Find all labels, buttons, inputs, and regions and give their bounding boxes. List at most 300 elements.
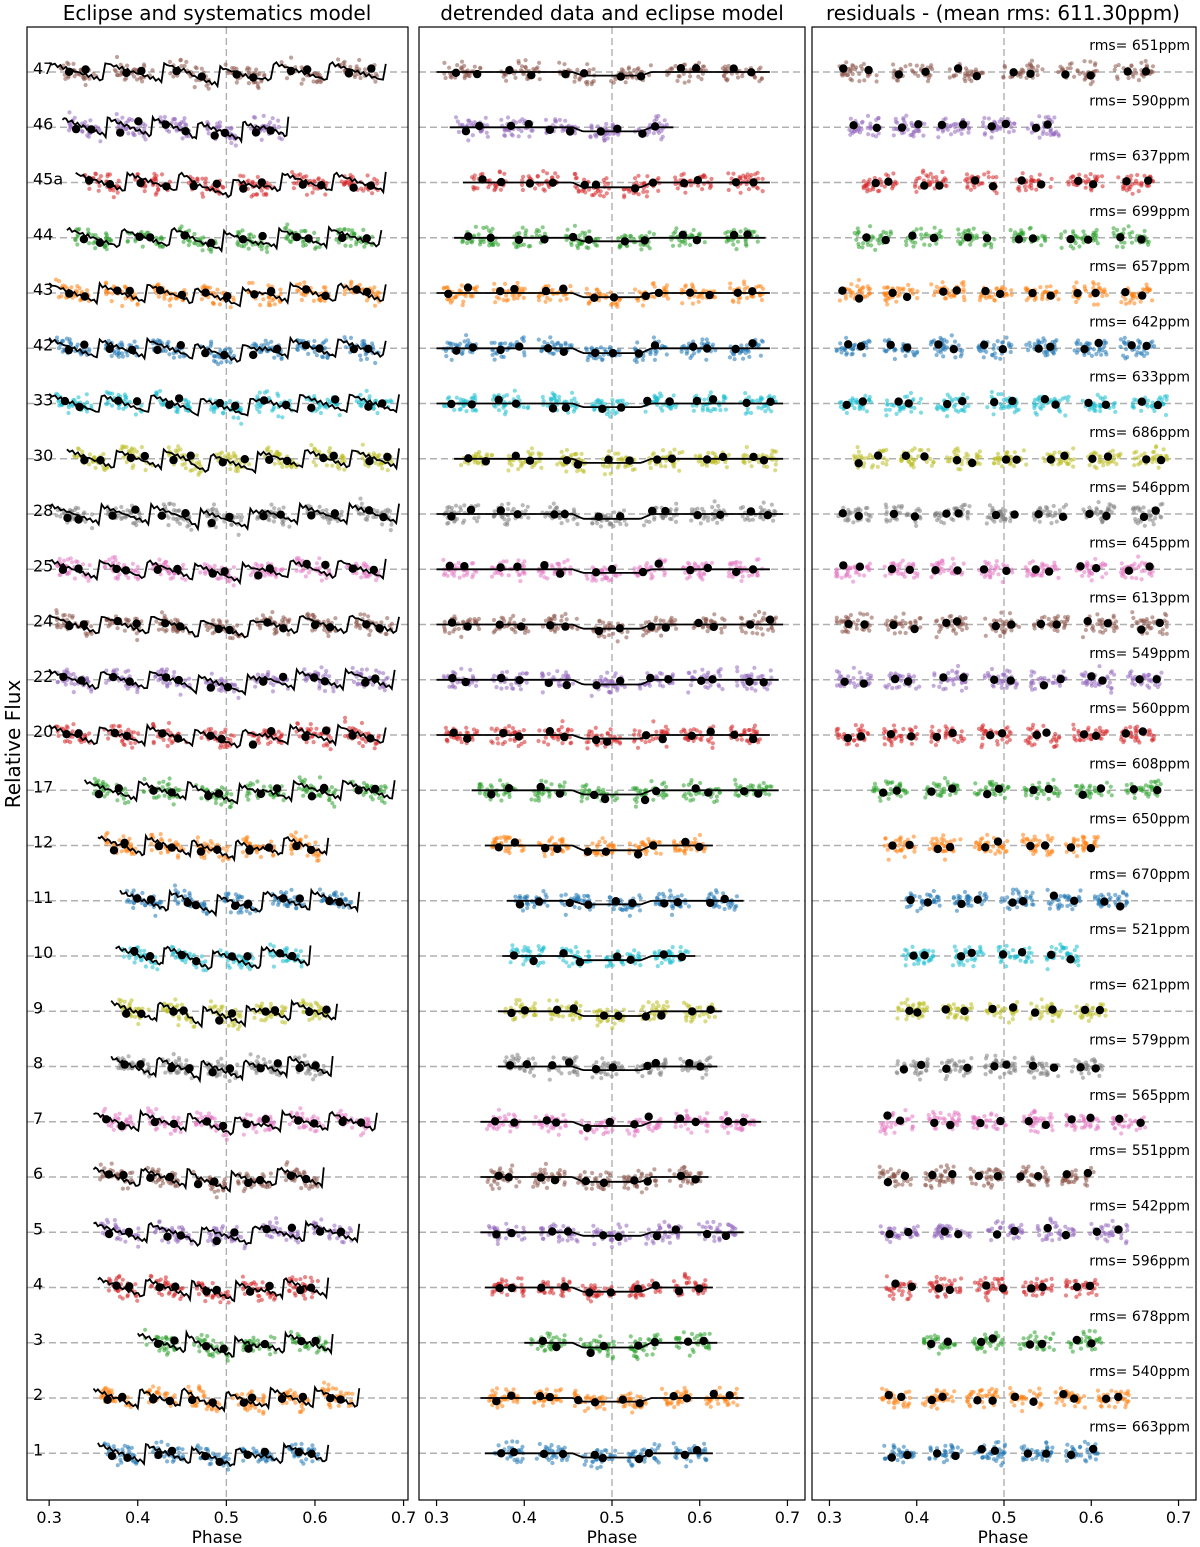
data-point — [237, 533, 241, 537]
data-point — [106, 736, 110, 740]
data-point — [172, 503, 176, 507]
binned-point — [95, 790, 103, 798]
data-point — [126, 1186, 130, 1190]
data-point — [374, 578, 378, 582]
data-point — [327, 1234, 331, 1238]
data-point — [119, 341, 123, 345]
data-point — [173, 997, 177, 1001]
data-point — [211, 1281, 215, 1285]
binned-point — [63, 514, 71, 522]
data-point — [222, 745, 226, 749]
data-point — [303, 293, 307, 297]
data-point — [83, 733, 87, 737]
data-point — [232, 415, 236, 419]
data-point — [375, 411, 379, 415]
data-point — [87, 135, 91, 139]
data-point — [335, 894, 339, 898]
data-point — [228, 399, 232, 403]
data-point — [223, 1177, 227, 1181]
data-point — [91, 241, 95, 245]
data-point — [380, 522, 384, 526]
binned-point — [308, 792, 316, 800]
data-point — [245, 854, 249, 858]
data-point — [317, 1072, 321, 1076]
data-point — [228, 1079, 232, 1083]
data-point — [280, 1010, 284, 1014]
data-point — [349, 280, 353, 284]
data-point — [313, 1014, 317, 1018]
data-point — [126, 131, 130, 135]
data-point — [55, 513, 59, 517]
data-point — [233, 1022, 237, 1026]
data-point — [289, 56, 293, 60]
data-point — [304, 835, 308, 839]
data-point — [54, 278, 58, 282]
data-point — [236, 416, 240, 420]
data-point — [251, 570, 255, 574]
data-point — [87, 347, 91, 351]
data-point — [168, 304, 172, 308]
data-point — [277, 136, 281, 140]
data-point — [158, 389, 162, 393]
data-point — [199, 796, 203, 800]
data-point — [236, 1179, 240, 1183]
data-point — [147, 1065, 151, 1069]
data-point — [120, 304, 124, 308]
data-point — [84, 83, 88, 87]
data-point — [314, 1001, 318, 1005]
data-point — [110, 404, 114, 408]
data-point — [271, 116, 275, 120]
binned-point — [141, 452, 149, 460]
data-point — [67, 340, 71, 344]
data-point — [362, 245, 366, 249]
data-point — [163, 1071, 167, 1075]
data-point — [284, 1178, 288, 1182]
data-point — [211, 631, 215, 635]
data-point — [275, 1221, 279, 1225]
data-point — [187, 243, 191, 247]
data-point — [343, 335, 347, 339]
data-point — [55, 625, 59, 629]
data-point — [117, 124, 121, 128]
binned-point — [331, 395, 339, 403]
data-point — [348, 1226, 352, 1230]
data-point — [323, 285, 327, 289]
data-point — [343, 60, 347, 64]
data-point — [217, 688, 221, 692]
data-point — [376, 736, 380, 740]
data-point — [265, 250, 269, 254]
data-point — [247, 233, 251, 237]
data-point — [98, 139, 102, 143]
data-point — [318, 887, 322, 891]
data-point — [178, 693, 182, 697]
data-point — [154, 1107, 158, 1111]
data-point — [172, 356, 176, 360]
data-point — [363, 67, 367, 71]
data-point — [278, 288, 282, 292]
data-point — [317, 556, 321, 560]
data-point — [280, 60, 284, 64]
data-point — [347, 228, 351, 232]
data-point — [310, 1295, 314, 1299]
data-point — [259, 1018, 263, 1022]
data-point — [223, 454, 227, 458]
data-point — [292, 186, 296, 190]
data-point — [213, 564, 217, 568]
data-point — [221, 186, 225, 190]
data-point — [390, 622, 394, 626]
data-point — [164, 560, 168, 564]
data-point — [272, 965, 276, 969]
data-point — [218, 1300, 222, 1304]
data-point — [373, 304, 377, 308]
data-point — [295, 1112, 299, 1116]
data-point — [80, 129, 84, 133]
data-point — [193, 85, 197, 89]
data-point — [225, 1138, 229, 1142]
binned-point — [267, 727, 275, 735]
data-point — [221, 858, 225, 862]
data-point — [317, 686, 321, 690]
data-point — [379, 620, 383, 624]
data-point — [107, 1123, 111, 1127]
data-point — [289, 888, 293, 892]
binned-point — [211, 131, 219, 139]
data-point — [160, 627, 164, 631]
data-point — [372, 285, 376, 289]
data-point — [367, 633, 371, 637]
data-point — [56, 680, 60, 684]
data-point — [240, 515, 244, 519]
data-point — [103, 1107, 107, 1111]
data-point — [274, 1216, 278, 1220]
data-point — [277, 730, 281, 734]
data-point — [284, 1163, 288, 1167]
data-point — [167, 130, 171, 134]
data-point — [323, 192, 327, 196]
data-point — [314, 463, 318, 467]
data-point — [172, 1293, 176, 1297]
data-point — [165, 628, 169, 632]
data-point — [303, 1054, 307, 1058]
data-point — [204, 177, 208, 181]
data-point — [172, 670, 176, 674]
data-point — [305, 789, 309, 793]
data-point — [125, 508, 129, 512]
binned-point — [163, 1233, 171, 1241]
data-point — [253, 116, 257, 120]
data-point — [75, 284, 79, 288]
data-point — [273, 462, 277, 466]
data-point — [359, 1133, 363, 1137]
data-point — [85, 288, 89, 292]
data-point — [363, 575, 367, 579]
data-point — [253, 685, 257, 689]
data-point — [133, 960, 137, 964]
data-point — [119, 999, 123, 1003]
data-point — [224, 892, 228, 896]
data-point — [154, 193, 158, 197]
data-point — [180, 1225, 184, 1229]
data-point — [336, 465, 340, 469]
data-point — [88, 452, 92, 456]
data-point — [82, 510, 86, 514]
data-point — [115, 112, 119, 116]
binned-point — [213, 180, 221, 188]
data-point — [190, 1242, 194, 1246]
data-point — [143, 189, 147, 193]
data-point — [272, 506, 276, 510]
data-point — [300, 82, 304, 86]
data-point — [58, 557, 62, 561]
data-point — [315, 561, 319, 565]
data-point — [256, 84, 260, 88]
binned-point — [273, 784, 281, 792]
data-point — [329, 736, 333, 740]
data-point — [195, 454, 199, 458]
data-point — [380, 799, 384, 803]
data-point — [266, 673, 270, 677]
data-point — [303, 1275, 307, 1279]
data-point — [342, 228, 346, 232]
data-point — [213, 354, 217, 358]
data-point — [298, 1277, 302, 1281]
data-point — [87, 187, 91, 191]
data-point — [114, 576, 118, 580]
data-point — [136, 1022, 140, 1026]
data-point — [318, 775, 322, 779]
data-point — [156, 188, 160, 192]
data-point — [271, 689, 275, 693]
x-axis-label: Phase — [191, 1528, 243, 1547]
data-point — [299, 569, 303, 573]
data-point — [323, 689, 327, 693]
data-point — [285, 76, 289, 80]
data-point — [203, 570, 207, 574]
data-point — [294, 1278, 298, 1282]
data-point — [63, 613, 67, 617]
data-point — [134, 956, 138, 960]
data-point — [221, 411, 225, 415]
data-point — [125, 353, 129, 357]
data-point — [331, 686, 335, 690]
data-point — [177, 1015, 181, 1019]
data-point — [166, 744, 170, 748]
data-point — [160, 172, 164, 176]
data-point — [67, 613, 71, 617]
data-point — [177, 1116, 181, 1120]
data-point — [70, 560, 74, 564]
data-point — [320, 578, 324, 582]
data-point — [232, 298, 236, 302]
data-point — [314, 245, 318, 249]
data-point — [313, 1074, 317, 1078]
data-point — [322, 743, 326, 747]
data-point — [306, 854, 310, 858]
data-point — [110, 354, 114, 358]
data-point — [128, 900, 132, 904]
data-point — [226, 963, 230, 967]
data-point — [295, 1168, 299, 1172]
data-point — [300, 298, 304, 302]
data-point — [308, 1127, 312, 1131]
data-point — [173, 883, 177, 887]
data-point — [106, 401, 110, 405]
data-point — [297, 1126, 301, 1130]
data-point — [171, 517, 175, 521]
data-point — [159, 832, 163, 836]
data-point — [389, 523, 393, 527]
data-point — [331, 689, 335, 693]
data-point — [318, 794, 322, 798]
data-point — [329, 747, 333, 751]
data-point — [368, 394, 372, 398]
data-point — [332, 1224, 336, 1228]
data-point — [320, 355, 324, 359]
data-point — [235, 895, 239, 899]
data-point — [58, 514, 62, 518]
data-point — [183, 462, 187, 466]
data-point — [326, 634, 330, 638]
binned-point — [249, 351, 257, 359]
binned-point — [274, 1059, 282, 1067]
data-point — [72, 690, 76, 694]
data-point — [161, 245, 165, 249]
data-point — [110, 299, 114, 303]
data-point — [294, 830, 298, 834]
data-point — [225, 849, 229, 853]
data-point — [339, 1109, 343, 1113]
data-point — [333, 616, 337, 620]
data-point — [116, 1116, 120, 1120]
data-point — [134, 412, 138, 416]
binned-point — [215, 1016, 223, 1024]
data-point — [199, 236, 203, 240]
data-point — [306, 352, 310, 356]
data-point — [360, 721, 364, 725]
data-point — [55, 611, 59, 615]
data-point — [311, 613, 315, 617]
model-line — [85, 780, 395, 804]
data-point — [246, 66, 250, 70]
data-point — [162, 297, 166, 301]
data-point — [72, 672, 76, 676]
data-point — [299, 778, 303, 782]
data-point — [144, 964, 148, 968]
data-point — [266, 742, 270, 746]
data-point — [163, 505, 167, 509]
data-point — [357, 58, 361, 62]
data-point — [257, 410, 261, 414]
data-point — [324, 508, 328, 512]
data-point — [102, 794, 106, 798]
data-point — [228, 636, 232, 640]
binned-point — [252, 128, 260, 136]
data-point — [93, 246, 97, 250]
data-point — [113, 1218, 117, 1222]
data-point — [260, 564, 264, 568]
data-point — [121, 1187, 125, 1191]
data-point — [273, 302, 277, 306]
data-point — [93, 172, 97, 176]
data-point — [85, 392, 89, 396]
data-point — [196, 243, 200, 247]
data-point — [143, 903, 147, 907]
data-point — [241, 850, 245, 854]
data-point — [232, 734, 236, 738]
data-point — [318, 505, 322, 509]
data-point — [361, 228, 365, 232]
data-point — [126, 1293, 130, 1297]
data-point — [177, 1058, 181, 1062]
binned-point — [349, 184, 357, 192]
data-point — [99, 1163, 103, 1167]
data-point — [125, 1119, 129, 1123]
data-point — [164, 349, 168, 353]
data-point — [55, 336, 59, 340]
data-point — [178, 58, 182, 62]
data-point — [131, 521, 135, 525]
data-point — [227, 1300, 231, 1304]
data-point — [359, 358, 363, 362]
data-point — [178, 1297, 182, 1301]
data-point — [123, 1240, 127, 1244]
data-point — [173, 618, 177, 622]
data-point — [271, 954, 275, 958]
data-point — [225, 619, 229, 623]
data-point — [265, 389, 269, 393]
data-point — [212, 359, 216, 363]
data-point — [101, 452, 105, 456]
data-point — [69, 556, 73, 560]
data-point — [312, 1231, 316, 1235]
data-point — [314, 727, 318, 731]
panel-eclipse-systematics — [27, 1, 416, 1547]
binned-point — [177, 341, 185, 349]
data-point — [192, 953, 196, 957]
data-point — [174, 509, 178, 513]
data-point — [218, 302, 222, 306]
binned-point — [175, 394, 183, 402]
data-point — [338, 413, 342, 417]
data-point — [304, 679, 308, 683]
data-point — [215, 1195, 219, 1199]
data-point — [358, 497, 362, 501]
data-point — [105, 390, 109, 394]
data-point — [69, 285, 73, 289]
data-point — [89, 624, 93, 628]
data-point — [284, 959, 288, 963]
data-point — [98, 1177, 102, 1181]
binned-point — [262, 1115, 270, 1123]
data-point — [116, 191, 120, 195]
binned-point — [295, 1064, 303, 1072]
data-point — [287, 525, 291, 529]
data-point — [163, 794, 167, 798]
data-point — [112, 195, 116, 199]
data-point — [133, 569, 137, 573]
data-point — [358, 354, 362, 358]
data-point — [330, 785, 334, 789]
data-point — [71, 722, 75, 726]
data-point — [299, 949, 303, 953]
data-point — [309, 727, 313, 731]
data-point — [263, 574, 267, 578]
data-point — [167, 721, 171, 725]
data-point — [255, 394, 259, 398]
